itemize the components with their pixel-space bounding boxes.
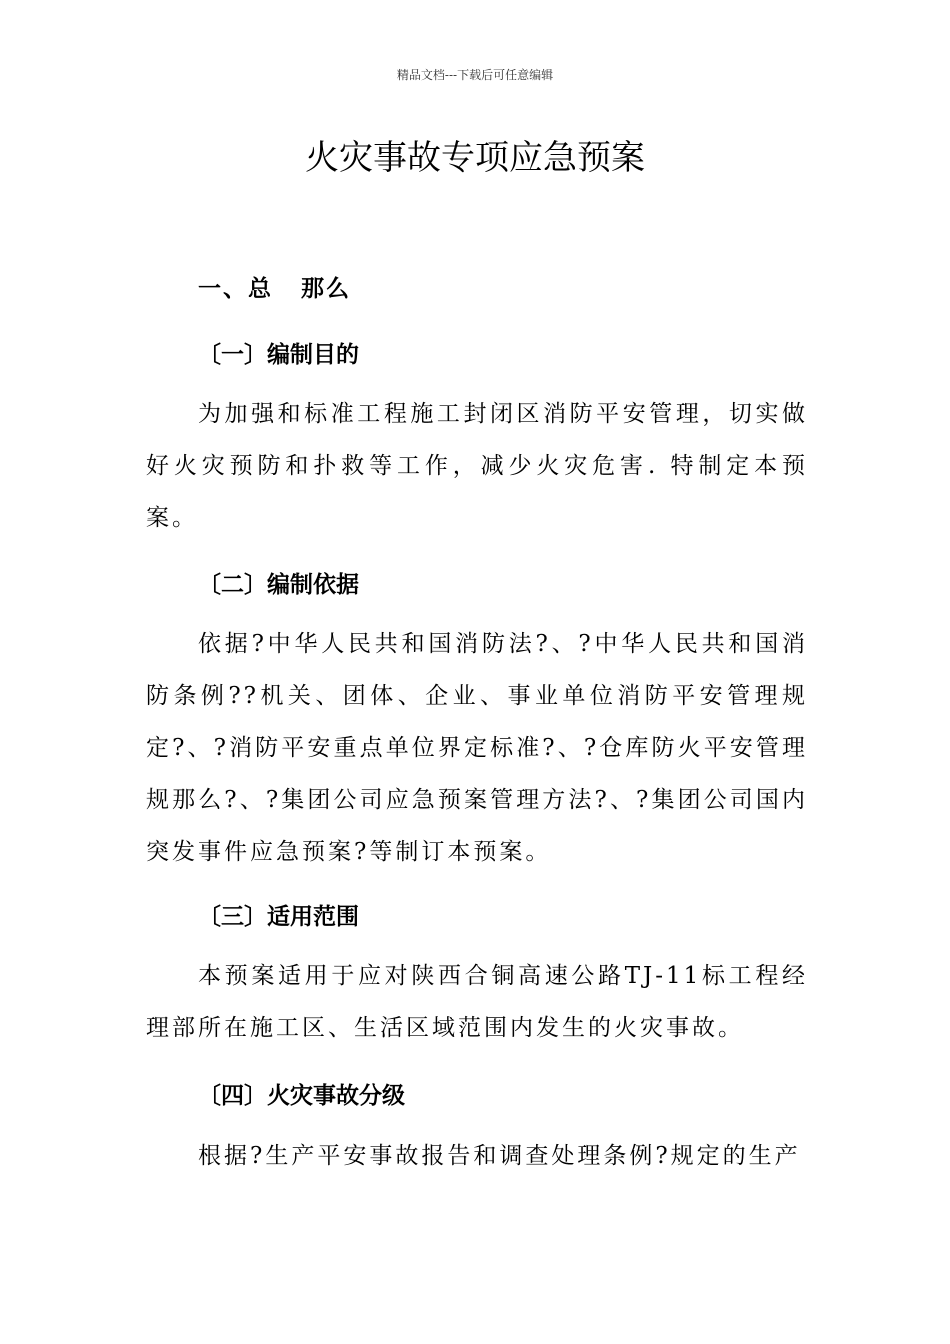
subsection-heading-basis: 〔二〕编制依据 [198,572,359,598]
document-title: 火灾事故专项应急预案 [305,138,645,178]
section-heading-suffix: 那么 [301,276,351,302]
paragraph-basis: 依据?中华人民共和国消防法?、?中华人民共和国消防条例??机关、团体、企业、事业单位消防平安管理规定?、?消防平安重点单位界定标准?、?仓库防火平安管理规那么?、?集团公司应急预案管理方法?、?集团公司国内突发事件应急预案?等制订本预案。 [146,631,808,865]
section-heading-prefix: 一、总 [198,276,273,302]
subsection-heading-purpose: 〔一〕编制目的 [198,342,359,368]
paragraph-scope: 本预案适用于应对陕西合铜高速公路TJ-11标工程经理部所在施工区、生活区域范围内发生的火灾事故。 [146,963,808,1041]
section-heading-general [198,270,351,303]
subsection-heading-scope: 〔三〕适用范围 [198,904,359,930]
paragraph-purpose: 为加强和标准工程施工封闭区消防平安管理，切实做好火灾预防和扑救等工作，减少火灾危害. 特制定本预案。 [146,401,808,531]
subsection-heading-classification: 〔四〕火灾事故分级 [198,1083,405,1109]
paragraph-classification: 根据?生产平安事故报告和调查处理条例?规定的生产 [198,1143,801,1169]
page-header-note: 精品文档---下载后可任意编辑 [396,68,554,82]
